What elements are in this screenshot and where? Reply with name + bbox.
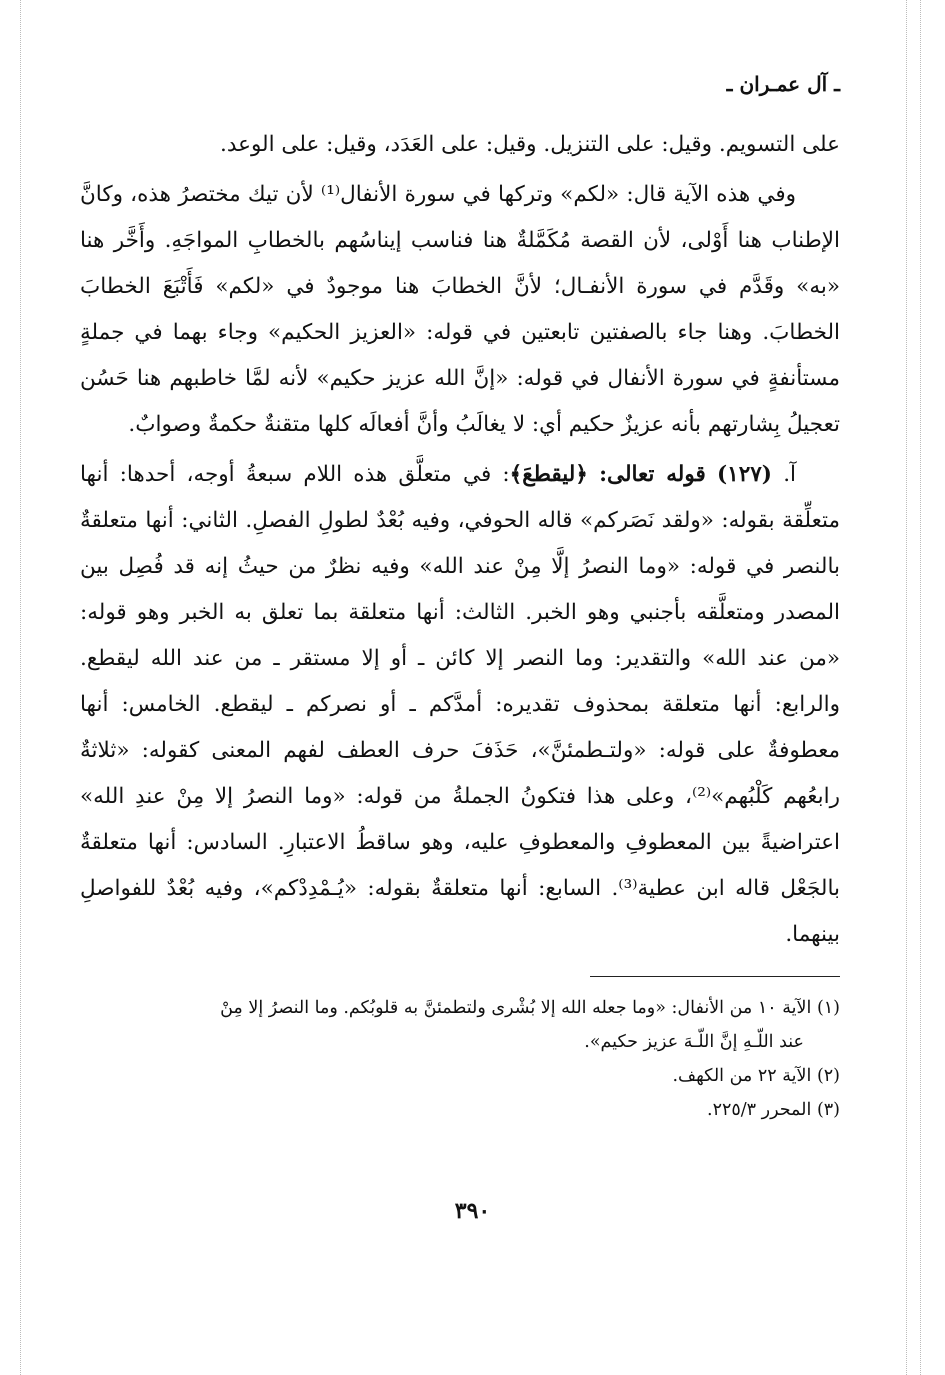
footnote-text: الآية ٢٢ من الكهف.	[672, 1066, 812, 1086]
footnotes	[80, 991, 840, 1127]
running-header: ـ آل عمـران ـ	[726, 72, 840, 96]
footnote-marker: (٣)	[816, 1100, 840, 1120]
page-number: ٣٩٠	[454, 1198, 491, 1224]
verse-commentary	[80, 452, 840, 958]
footnote-rule	[590, 976, 840, 977]
footnote-marker: (١)	[816, 998, 840, 1018]
verse-label: قوله تعالى:	[599, 462, 706, 487]
verse-word: ﴿ليقطعَ﴾	[509, 462, 588, 487]
footnote-1	[80, 991, 840, 1025]
footnote-marker: (٢)	[816, 1066, 840, 1086]
footnote-3	[80, 1093, 840, 1127]
verse-number: (١٢٧)	[716, 462, 772, 487]
footnote-text: المحرر ٢٢٥/٣.	[707, 1100, 812, 1120]
margin-guide-right	[920, 0, 922, 1375]
paragraph-2: وفي هذه الآية قال: «لكم» وتركها في سورة الأنفال⁽¹⁾ لأن تيك مختصرُ هذه، وكانَّ الإطناب هنا أَوْلى، لأن القصة مُكَمَّلةٌ هنا فناسب إيناسُهم بالخطابِ المواجَهِ. وأَخَّر هنا «به» وقَدَّم في سورة الأنفـال؛ لأنَّ الخطابَ هنا موجودٌ في «لكم» فَأَتْبَعَ الخطابَ الخطابَ. وهنا جاء بالصفتين تابعتين في قوله: «العزيز الحكيم» وجاء بهما في جملةٍ مستأنفةٍ في سورة الأنفال في قوله: «إنَّ الله عزيز حكيم» لأنه لمَّا خاطبهم هنا حَسُن تعجيلُ بِشارتهم بأنه عزيزٌ حكيم أي: لا يغالَبُ وأنَّ أفعالَه كلها متقنةٌ حكمةٌ وصوابٌ.	[80, 182, 840, 437]
body-text	[80, 122, 840, 958]
verse-prefix: آ.	[783, 462, 797, 487]
footnote-2	[80, 1059, 840, 1093]
footnote-text: الآية ١٠ من الأنفال: «وما جعله الله إلا بُشْرى ولتطمئنَّ به قلوبُكم. وما النصرُ إلا مِنْ	[220, 998, 812, 1018]
paragraph-1: على التسويم. وقيل: على التنزيل. وقيل: على العَدَد، وقيل: على الوعد.	[220, 132, 840, 157]
footnote-1-continuation: عند اللّـهِ إنَّ اللّـهَ عزيز حكيم».	[584, 1032, 804, 1052]
margin-guide-right-inner	[906, 0, 908, 1375]
verse-text: : في متعلَّق هذه اللام سبعةُ أوجه، أحدها: أنها متعلِّقة بقوله: «ولقد نَصَركم» قاله الحوفي، وفيه بُعْدٌ لطولِ الفصلِ. الثاني: أنها متعلقةٌ بالنصر في قوله: «وما النصرُ إلَّا مِنْ عند الله» وفيه نظرٌ من حيثُ إنه قد فُصِل بين المصدر ومتعلَّقه بأجنبي وهو الخبر. الثالث: أنها متعلقة بما تعلق به الخبر وهو قوله: «من عند الله» والتقدير: وما النصر إلا كائن ـ أو إلا مستقر ـ من عند الله ليقطع. والرابع: أنها متعلقة بمحذوف تقديره: أمدَّكم ـ أو نصركم ـ ليقطع. الخامس: أنها معطوفةٌ على قوله: «ولتـطمئنَّ»، حَذَفَ حرف العطف لفهم المعنى كقوله: «ثلاثةٌ رابعُهم كَلْبُهم»⁽²⁾، وعلى هذا فتكونُ الجملةُ من قوله: «وما النصرُ إلا مِنْ عندِ الله» اعتراضيةً بين المعطوفِ والمعطوفِ عليه، وهو ساقطُ الاعتبارِ. السادس: أنها متعلقةٌ بالجَعْل قاله ابن عطية⁽³⁾. السابع: أنها متعلقةٌ بقوله: «يُـمْدِدْكم»، وفيه بُعْدٌ للفواصلِ بينهما.	[80, 462, 841, 947]
margin-guide-left	[20, 0, 22, 1375]
book-page	[80, 62, 840, 1335]
